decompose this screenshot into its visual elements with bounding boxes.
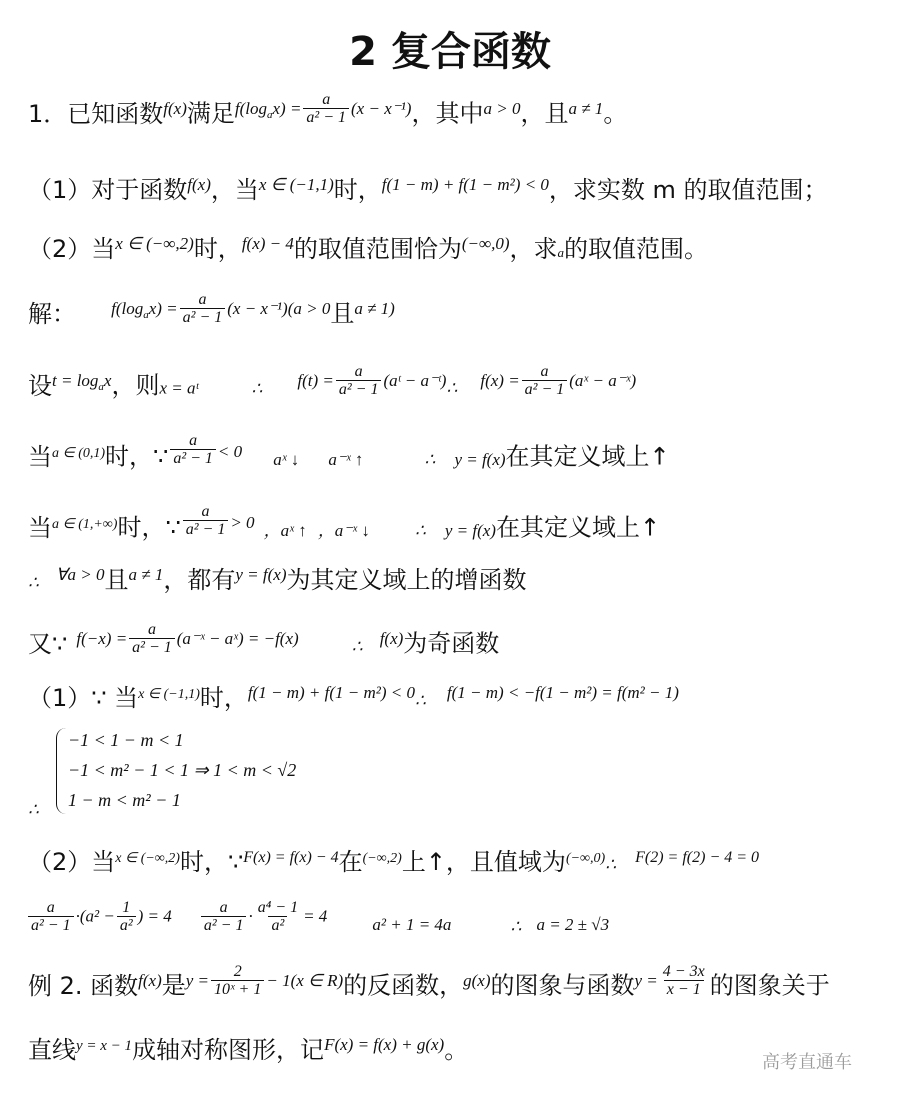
problem1-line1: 1．已知函数f(x)满足$f(\log^ax)$ = $\frac{a}{\text{a² − 1}}$ (x − x⁻¹)，其中a > 0，且a ≠ 1。 [28,91,628,128]
solution-part2: （2）当x ∈ (−∞,2)时，∵F(x) = f(x) − 4在(−∞,2)上↑，且值域为(−∞,0)∴ F(2) = f(2) − 4 = 0 [28,848,760,876]
problem1-question2: （2）当x ∈ (−∞,2)时，f(x) − 4的取值范围恰为(−∞,0)，求a的取值范围。 [28,234,709,263]
left-brace [56,728,67,814]
solution-part1: （1）∵ 当x ∈ (−1,1)时，f(1 − m) + f(1 − m²) < 0∴ f(1 − m) < −f(1 − m²) = f(m² − 1) [28,683,679,712]
inequality-system: −1 < 1 − m < 1 −1 < m² − 1 < 1 ⇒ 1 < m < √2 1 − m < m² − 1 ∴ [28,730,297,819]
example2-line1: 例 2. 函数f(x)是y = $\frac{2}{\text{10ˣ + 1}}$ − 1(x ∈ R)的反函数，g(x)的图象与函数y = $\frac{4 - 3x}{x - 1}$ 的图象关于 [28,963,830,1000]
solution-case2: 当a ∈ (1,+∞)时，∵ $\frac{a}{\text{a² − 1}}$ > 0 ，aˣ ↑ ，a⁻ˣ ↓ ∴ y = f(x)在其定义域上↑ [28,503,661,542]
solution-conclusion-increasing: ∴ ∀a > 0且a ≠ 1，都有y = f(x)为其定义域上的增函数 [28,565,527,594]
solution-odd-function: 又∵ f(−x) = $\frac{a}{\text{a² − 1}}$ (a⁻ˣ − aˣ) = −f(x) ∴ f(x)为奇函数 [28,621,500,658]
watermark: 高考直通车 [762,1052,852,1073]
solution-line0: 解： $f(\log^ax)$ = $\frac{a}{\text{a² − 1}}$ (x − x⁻¹)(a > 0且a ≠ 1) [28,291,395,328]
problem1-question1: （1）对于函数f(x)，当x ∈ (−1,1)时，f(1 − m) + f(1 − m²) < 0，求实数 m 的取值范围； [28,175,828,204]
page-title: 2 复合函数 [349,29,551,75]
example2-line2: 直线y = x − 1成轴对称图形，记F(x) = f(x) + g(x)。 [28,1035,469,1064]
solution-case1: 当a ∈ (0,1)时，∵ $\frac{a}{\text{a² − 1}}$ < 0 aˣ ↓ a⁻ˣ ↑ ∴ y = f(x)在其定义域上↑ [28,432,670,471]
solution-equations: $\frac{a}{\text{a² − 1}}$ ·(a² − $\frac{1}{\text{a²}}$ ) = 4 $\frac{a}{\text{a² − 1}}$ · $\frac{\text{a⁴ − 1}}{\text{a²}}$ = 4 a² + 1 = 4a ∴ a = 2 ± √3 [0,900,900,934]
solution-substitution: 设$t = \log^ax$，则x = aᵗ ∴ f(t) = $\frac{a}{\text{a² − 1}}$ (aᵗ − a⁻ᵗ)∴ f(x) = $\frac{a}{\text{a² − 1}}$ (aˣ − a⁻ˣ) [28,363,637,400]
